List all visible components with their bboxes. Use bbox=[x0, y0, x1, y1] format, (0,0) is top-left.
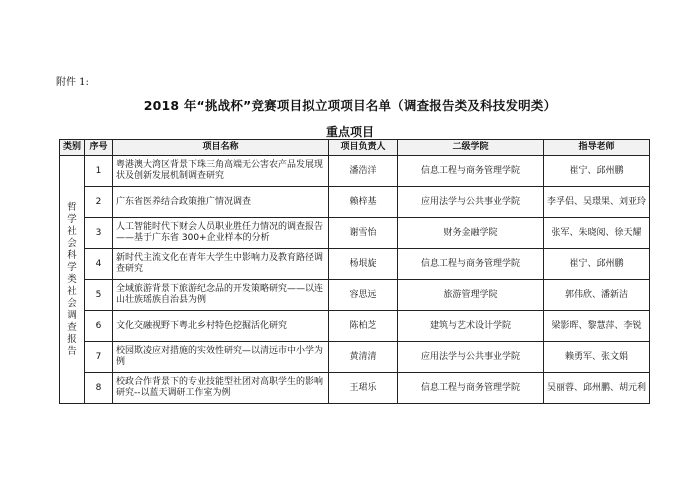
row-number: 1 bbox=[85, 156, 113, 187]
college: 信息工程与商务管理学院 bbox=[398, 373, 544, 404]
page-title: 2018 年“挑战杯”竞赛项目拟立项项目名单（调查报告类及科技发明类） bbox=[143, 98, 557, 113]
header-college: 二级学院 bbox=[398, 140, 544, 156]
row-number: 2 bbox=[85, 187, 113, 218]
advisor: 张军、朱晓阅、徐天耀 bbox=[544, 218, 650, 249]
advisor: 赖勇军、张文娟 bbox=[544, 342, 650, 373]
advisor: 郭伟欣、潘新洁 bbox=[544, 280, 650, 311]
project-name: 校政合作背景下的专业技能型社团对高职学生的影响研究--以蓝天调研工作室为例 bbox=[113, 373, 329, 404]
project-name: 文化交融视野下粤北乡村特色挖掘活化研究 bbox=[113, 311, 329, 342]
table-row bbox=[60, 156, 650, 187]
table-row bbox=[60, 187, 650, 218]
header-advisor: 指导老师 bbox=[544, 140, 650, 156]
project-name: 粤港澳大湾区背景下珠三角高端无公害农产品发展现状及创新发展机制调查研究 bbox=[113, 156, 329, 187]
advisor: 崔宁、邱州鹏 bbox=[544, 249, 650, 280]
row-number: 3 bbox=[85, 218, 113, 249]
table-row bbox=[60, 342, 650, 373]
row-number: 6 bbox=[85, 311, 113, 342]
project-table bbox=[59, 139, 650, 404]
project-name: 全域旅游背景下旅游纪念品的开发策略研究——以连山壮族瑶族自治县为例 bbox=[113, 280, 329, 311]
project-name: 广东省医养结合政策推广情况调查 bbox=[113, 187, 329, 218]
project-leader: 黄清清 bbox=[329, 342, 398, 373]
header-number: 序号 bbox=[85, 140, 113, 156]
row-number: 8 bbox=[85, 373, 113, 404]
college: 信息工程与商务管理学院 bbox=[398, 249, 544, 280]
advisor: 李孚侣、吴璟果、刘亚玲 bbox=[544, 187, 650, 218]
project-name: 人工智能时代下财会人员职业胜任力情况的调查报告——基于广东省 300+企业样本的分析 bbox=[113, 218, 329, 249]
table-row bbox=[60, 373, 650, 404]
category-cell: 哲学社会科学类社会调查报告 bbox=[60, 156, 85, 404]
attachment-label: 附件 1: bbox=[56, 77, 89, 88]
row-number: 7 bbox=[85, 342, 113, 373]
advisor: 崔宁、邱州鹏 bbox=[544, 156, 650, 187]
college: 财务金融学院 bbox=[398, 218, 544, 249]
project-leader: 潘浩洋 bbox=[329, 156, 398, 187]
table-header-row bbox=[60, 140, 650, 156]
project-leader: 杨垠旋 bbox=[329, 249, 398, 280]
project-leader: 容思远 bbox=[329, 280, 398, 311]
table-row bbox=[60, 311, 650, 342]
project-leader: 陈柏芝 bbox=[329, 311, 398, 342]
advisor: 吴丽蓉、邱州鹏、胡元利 bbox=[544, 373, 650, 404]
college: 信息工程与商务管理学院 bbox=[398, 156, 544, 187]
college: 旅游管理学院 bbox=[398, 280, 544, 311]
row-number: 5 bbox=[85, 280, 113, 311]
project-leader: 王珺乐 bbox=[329, 373, 398, 404]
section-title: 重点项目 bbox=[325, 125, 374, 139]
header-leader: 项目负责人 bbox=[329, 140, 398, 156]
college: 应用法学与公共事业学院 bbox=[398, 342, 544, 373]
row-number: 4 bbox=[85, 249, 113, 280]
header-project-name: 项目名称 bbox=[113, 140, 329, 156]
project-leader: 谢雪怡 bbox=[329, 218, 398, 249]
table-row bbox=[60, 249, 650, 280]
table-row bbox=[60, 280, 650, 311]
project-leader: 赖梓基 bbox=[329, 187, 398, 218]
header-category: 类别 bbox=[60, 140, 85, 156]
project-name: 校园欺凌应对措施的实效性研究—以清远市中小学为例 bbox=[113, 342, 329, 373]
advisor: 梁影晖、黎慧萍、李锐 bbox=[544, 311, 650, 342]
project-name: 新时代主流文化在青年大学生中影响力及教育路径调查研究 bbox=[113, 249, 329, 280]
college: 应用法学与公共事业学院 bbox=[398, 187, 544, 218]
table-row bbox=[60, 218, 650, 249]
college: 建筑与艺术设计学院 bbox=[398, 311, 544, 342]
